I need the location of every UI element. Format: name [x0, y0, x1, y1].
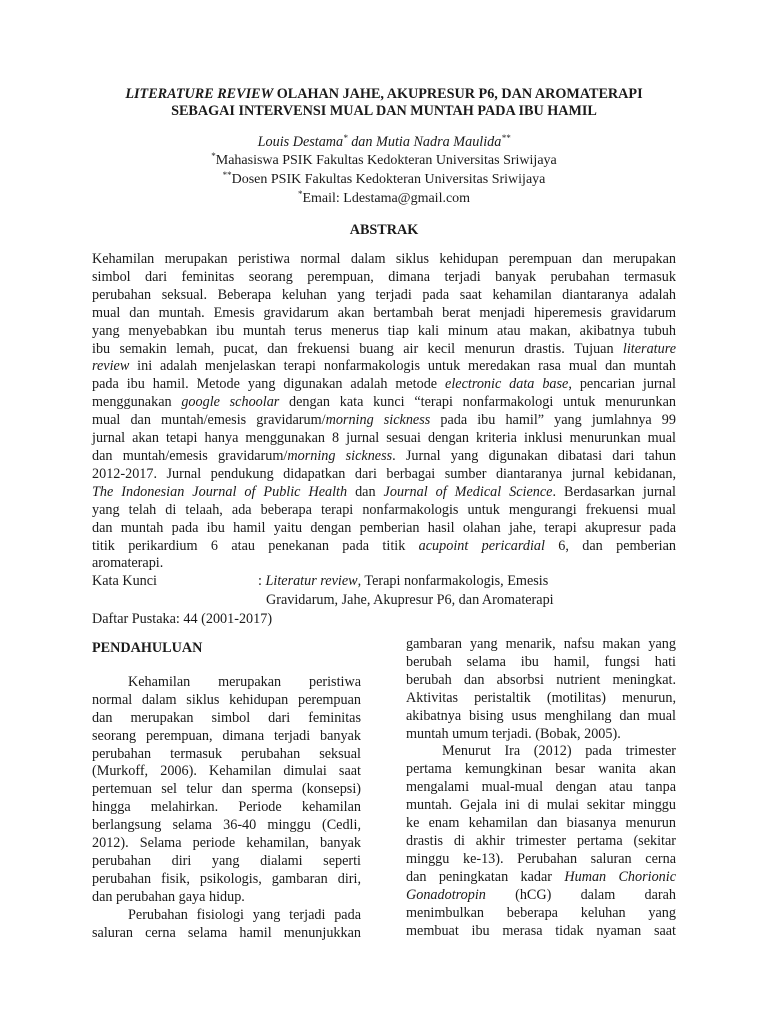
- italic-term: review: [92, 358, 130, 375]
- paragraph-line: [406, 690, 676, 708]
- affiliation-2-mark: **: [222, 170, 232, 180]
- paragraph-line: [92, 835, 361, 853]
- text-run: ke enam kehamilan dan biasanya menurun: [406, 815, 676, 832]
- keywords-rest: , Terapi nonfarmakologis, Emesis: [357, 573, 549, 589]
- author-1-mark: *: [343, 133, 348, 143]
- abstract-line: [92, 251, 676, 269]
- paragraph-line: [406, 654, 676, 672]
- text-run: berlangsung selama 36-40 minggu (Cedli,: [92, 817, 361, 834]
- text-run: ini adalah menjelaskan terapi nonfarmakologis untuk meredakan rasa mual dan muntah: [129, 358, 676, 375]
- affiliation-1: [60, 151, 708, 170]
- title-line-1: [60, 86, 708, 103]
- italic-term: acupoint pericardial: [418, 537, 545, 554]
- abstract-line: [92, 466, 676, 484]
- italic-term: morning sickness: [325, 412, 431, 429]
- keywords-block: [92, 572, 692, 629]
- paragraph-line: [92, 692, 361, 710]
- text-run: yang telah di telaah, ada beberapa terapi nonfarmakologis untuk mengurangi frekuensi mual: [92, 501, 676, 518]
- text-run: 2012-2017. Jurnal pendukung didapatkan dari berbagai sumber diantaranya jurnal kebidanan,: [92, 465, 676, 482]
- text-run: normal dalam siklus kehidupan perempuan: [92, 691, 361, 708]
- author-1: Louis Destama: [257, 134, 344, 150]
- paragraph-line: [92, 799, 361, 817]
- text-run: menggunakan: [92, 394, 182, 411]
- paragraph-line: [406, 923, 676, 941]
- affiliation-1-text: Mahasiswa PSIK Fakultas Kedokteran Universitas Sriwijaya: [215, 153, 557, 168]
- text-run: minggu ke-13). Perubahan saluran cerna: [406, 850, 676, 867]
- italic-term: google schoolar: [181, 394, 280, 411]
- text-run: muntah. Gejala ini di mulai sekitar minggu: [406, 797, 676, 814]
- text-run: hingga melahirkan. Periode kehamilan: [92, 799, 361, 816]
- abstract-line: [92, 323, 676, 341]
- paragraph-line: [92, 907, 361, 925]
- paragraph-line: [92, 746, 361, 764]
- text-run: muntah umum terjadi. (Bobak, 2005).: [406, 725, 621, 742]
- affiliation-2: [60, 170, 708, 189]
- text-run: menimbulkan beberapa keluhan yang: [406, 904, 676, 921]
- abstract-line: [92, 394, 676, 412]
- italic-term: morning sickness: [287, 447, 393, 464]
- abstract-line: [92, 376, 676, 394]
- email-text: Email: Ldestama@gmail.com: [302, 191, 471, 206]
- italic-term: Human Chorionic: [564, 868, 677, 885]
- abstract-line: [92, 341, 676, 359]
- paper-title: [60, 86, 708, 120]
- italic-term: The Indonesian Journal of Public Health: [92, 483, 348, 500]
- italic-term: literature: [622, 340, 676, 357]
- text-run: seorang perempuan, dimana terjadi banyak: [92, 727, 361, 744]
- paragraph-line: [92, 674, 361, 692]
- paragraph-line: [406, 779, 676, 797]
- abstract-line: [92, 412, 676, 430]
- text-run: dan muntah pada ibu hamil yaitu dengan pemberian hasil olahan jahe, terapi akupresur pada: [92, 519, 676, 536]
- title-italic: LITERATURE REVIEW: [125, 86, 274, 102]
- left-column: [92, 640, 361, 943]
- paragraph-line: [92, 853, 361, 871]
- paragraph-line: [92, 871, 361, 889]
- keywords-sep: :: [258, 573, 266, 589]
- text-run: Kehamilan merupakan peristiwa normal dalam siklus kehidupan perempuan dan merupakan: [92, 251, 676, 267]
- abstract-heading: ABSTRAK: [349, 222, 419, 238]
- abstract-line: [92, 520, 676, 538]
- text-run: perubahan diri yang dialami seperti: [92, 852, 361, 869]
- abstract-line: [92, 502, 676, 520]
- text-run: pada ibu hamil. Metode yang digunakan adalah metode: [92, 376, 446, 393]
- text-run: Aktivitas peristaltik (motilitas) menurun,: [406, 689, 676, 706]
- paragraph-line: [406, 797, 676, 815]
- abstract-line: [92, 269, 676, 287]
- paragraph-line: [406, 636, 676, 654]
- text-run: jurnal akan tetapi hanya menggunakan 8 jurnal sesuai dengan kriteria inklusi menurunkan mual: [92, 430, 676, 447]
- text-run: saluran cerna selama hamil menunjukkan: [92, 924, 361, 941]
- paragraph-line: [406, 905, 676, 923]
- text-run: yang menyebabkan ibu muntah terus menerus tiap kali minum atau makan, akibatnya tubuh: [92, 322, 676, 339]
- keywords-label: Kata Kunci: [92, 573, 158, 589]
- paragraph-line: [92, 889, 361, 907]
- right-column: [406, 636, 676, 940]
- abstract-line: [92, 305, 676, 323]
- text-run: (Murkoff, 2006). Kehamilan dimulai saat: [92, 763, 361, 780]
- abstract-line: [92, 448, 676, 466]
- text-run: aromaterapi.: [92, 555, 164, 572]
- references-count: Daftar Pustaka: 44 (2001-2017): [92, 611, 273, 627]
- text-run: pertama kemungkinan besar wanita akan: [406, 761, 676, 778]
- text-run: dan: [347, 483, 384, 500]
- text-run: perubahan seksual. Beberapa keluhan yang terjadi pada saat kehamilan diantaranya adalah: [92, 286, 676, 303]
- italic-term: Journal of Medical Science: [383, 483, 553, 500]
- paragraph-line: [406, 869, 676, 887]
- title-line-2: SEBAGAI INTERVENSI MUAL DAN MUNTAH PADA IBU HAMIL: [171, 103, 597, 119]
- text-run: dan muntah/emesis gravidarum/: [92, 447, 288, 464]
- text-run: simbol dari feminitas seorang perempuan, dimana terjadi banyak perubahan termasuk: [92, 268, 676, 285]
- abstract-line: [92, 358, 676, 376]
- paragraph-line: [92, 817, 361, 835]
- paragraph-line: [406, 833, 676, 851]
- abstract-body: [92, 251, 676, 573]
- text-run: . Jurnal yang digunakan dibatasi dari tahun: [392, 447, 677, 464]
- text-run: mual dan muntah. Emesis gravidarum akan bertambah berat menjadi hiperemesis gravidarum: [92, 304, 676, 321]
- section-heading: PENDAHULUAN: [92, 640, 203, 656]
- paragraph-line: [92, 781, 361, 799]
- text-run: perubahan termasuk perubahan seksual: [92, 745, 361, 762]
- paragraph-line: [406, 672, 676, 690]
- text-run: dan perubahan gaya hidup.: [92, 888, 245, 905]
- abstract-line: [92, 538, 676, 556]
- affiliations: [60, 151, 708, 208]
- text-run: (hCG) dalam darah: [485, 886, 676, 903]
- paragraph-line: [406, 887, 676, 905]
- text-run: pada ibu hamil” yang jumlahnya 99: [430, 412, 676, 429]
- text-run: dan merupakan simbol dari feminitas: [92, 709, 361, 726]
- paragraph-line: [406, 815, 676, 833]
- text-run: 2012). Selama periode kehamilan, banyak: [92, 835, 361, 852]
- abstract-line: [92, 430, 676, 448]
- paragraph-line: [92, 925, 361, 943]
- text-run: dan peningkatan kadar: [406, 868, 565, 885]
- text-run: membuat ibu merasa tidak nyaman saat: [406, 922, 676, 939]
- title-rest: OLAHAN JAHE, AKUPRESUR P6, DAN AROMATERAPI: [273, 86, 643, 102]
- paragraph-line: [406, 708, 676, 726]
- text-run: drastis di akhir trimester pertama (sekitar: [406, 832, 676, 849]
- affiliation-email: [60, 189, 708, 208]
- affiliation-1-mark: *: [211, 151, 216, 161]
- paragraph-line: [406, 761, 676, 779]
- text-run: berubah selama ibu hamil, fungsi hati: [406, 653, 676, 670]
- paragraph-line: [406, 851, 676, 869]
- text-run: pertemuan sel telur dan sperma (konsepsi): [92, 781, 361, 798]
- text-run: gambaran yang menarik, nafsu makan yang: [406, 636, 676, 652]
- author-2: dan Mutia Nadra Maulida: [347, 134, 502, 150]
- text-run: perubahan fisik, psikologis, gambaran diri,: [92, 870, 361, 887]
- authors: [60, 133, 708, 152]
- keywords-italic: Literatur review: [265, 573, 358, 589]
- paragraph-line: [92, 710, 361, 728]
- text-run: 6, dan pemberian: [544, 537, 676, 554]
- text-run: akibatnya bising usus menghilang dan mual: [406, 707, 676, 724]
- abstract-line: [92, 287, 676, 305]
- text-run: dengan kata kunci “terapi nonfarmakologi untuk menurunkan: [279, 394, 676, 411]
- paragraph-line: [92, 763, 361, 781]
- text-run: titik perikardium 6 atau penekanan pada titik: [92, 537, 419, 554]
- text-run: Kehamilan merupakan peristiwa: [128, 673, 361, 690]
- keywords-row: [92, 572, 692, 591]
- paragraph-line: [406, 743, 676, 761]
- italic-term: electronic data base: [445, 376, 569, 393]
- paragraph-line: [92, 728, 361, 746]
- keywords-line-2: Gravidarum, Jahe, Akupresur P6, dan Aromaterapi: [266, 592, 554, 608]
- text-run: Menurut Ira (2012) pada trimester: [442, 743, 676, 760]
- text-run: mengalami mual-mual dengan atau tanpa: [406, 779, 676, 796]
- text-run: ibu semakin lemah, pucat, dan frekuensi buang air kecil menurun drastis. Tujuan: [92, 340, 623, 357]
- text-run: . Berdasarkan jurnal: [552, 483, 676, 500]
- affiliation-2-text: Dosen PSIK Fakultas Kedokteran Universitas Sriwijaya: [231, 172, 546, 187]
- text-run: berubah dan absorbsi nutrient meningkat.: [406, 671, 676, 688]
- text-run: Perubahan fisiologi yang terjadi pada: [128, 906, 361, 923]
- text-run: , pencarian jurnal: [568, 376, 676, 393]
- author-2-mark: **: [501, 133, 511, 143]
- abstract-line: [92, 555, 676, 573]
- abstract-line: [92, 484, 676, 502]
- text-run: mual dan muntah/emesis gravidarum/: [92, 412, 326, 429]
- affiliation-3-mark: *: [297, 189, 303, 199]
- paragraph-line: [406, 726, 676, 744]
- italic-term: Gonadotropin: [406, 886, 486, 903]
